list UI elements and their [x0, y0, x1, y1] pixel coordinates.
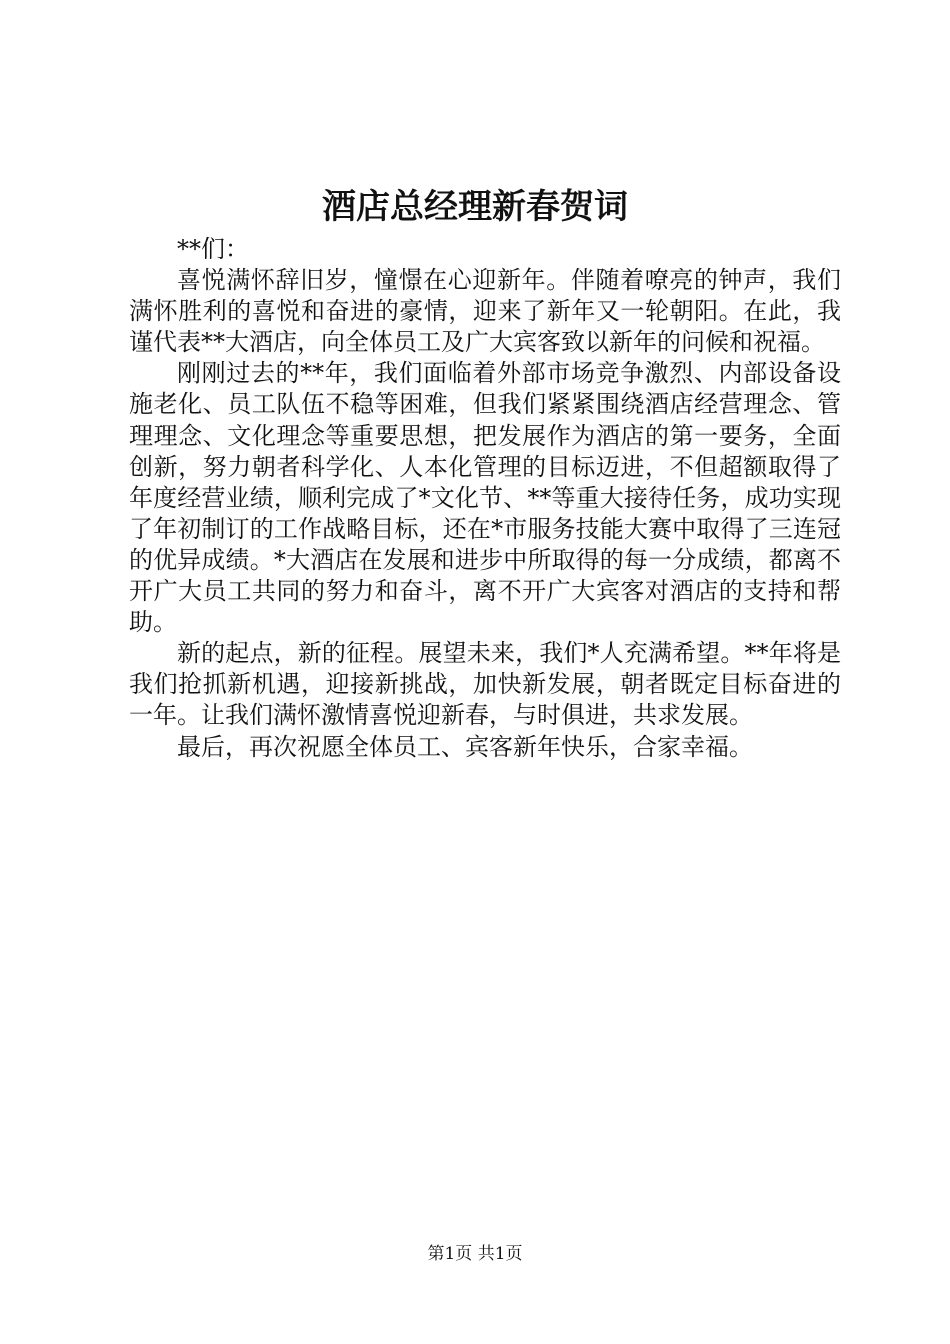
paragraph-4: 最后，再次祝愿全体员工、宾客新年快乐，合家幸福。: [177, 732, 753, 761]
page-footer: 第1页 共1页: [427, 1244, 523, 1264]
salutation: **们：: [177, 235, 249, 263]
paragraph-1: 喜悦满怀辞旧岁，憧憬在心迎新年。伴随着嘹亮的钟声，我们满怀胜利的喜悦和奋进的豪情，迎来了新年又一轮朝阳。在此，我谨代表**大酒店，向全体员工及广大宾客致以新年的问候和祝福。: [129, 266, 841, 357]
document-body: [129, 234, 841, 763]
paragraph-2: 刚刚过去的**年，我们面临着外部市场竞争激烈、内部设备设施老化、员工队伍不稳等困难，但我们紧紧围绕酒店经营理念、管理理念、文化理念等重要思想，把发展作为酒店的第一要务，全面创新，努力朝者科学化、人本化管理的目标迈进，不但超额取得了年度经营业绩，顺利完成了*文化节、**等重大接待任务，成功实现了年初制订的工作战略目标，还在*市服务技能大赛中取得了三连冠的优异成绩。*大酒店在发展和进步中所取得的每一分成绩，都离不开广大员工共同的努力和奋斗，离不开广大宾客对酒店的支持和帮助。: [129, 359, 841, 637]
document-title: 酒店总经理新春贺词: [322, 187, 628, 227]
paragraph-3: 新的起点，新的征程。展望未来，我们*人充满希望。**年将是我们抢抓新机遇，迎接新挑战，加快新发展，朝者既定目标奋进的一年。让我们满怀激情喜悦迎新春，与时俱进，共求发展。: [129, 639, 841, 730]
